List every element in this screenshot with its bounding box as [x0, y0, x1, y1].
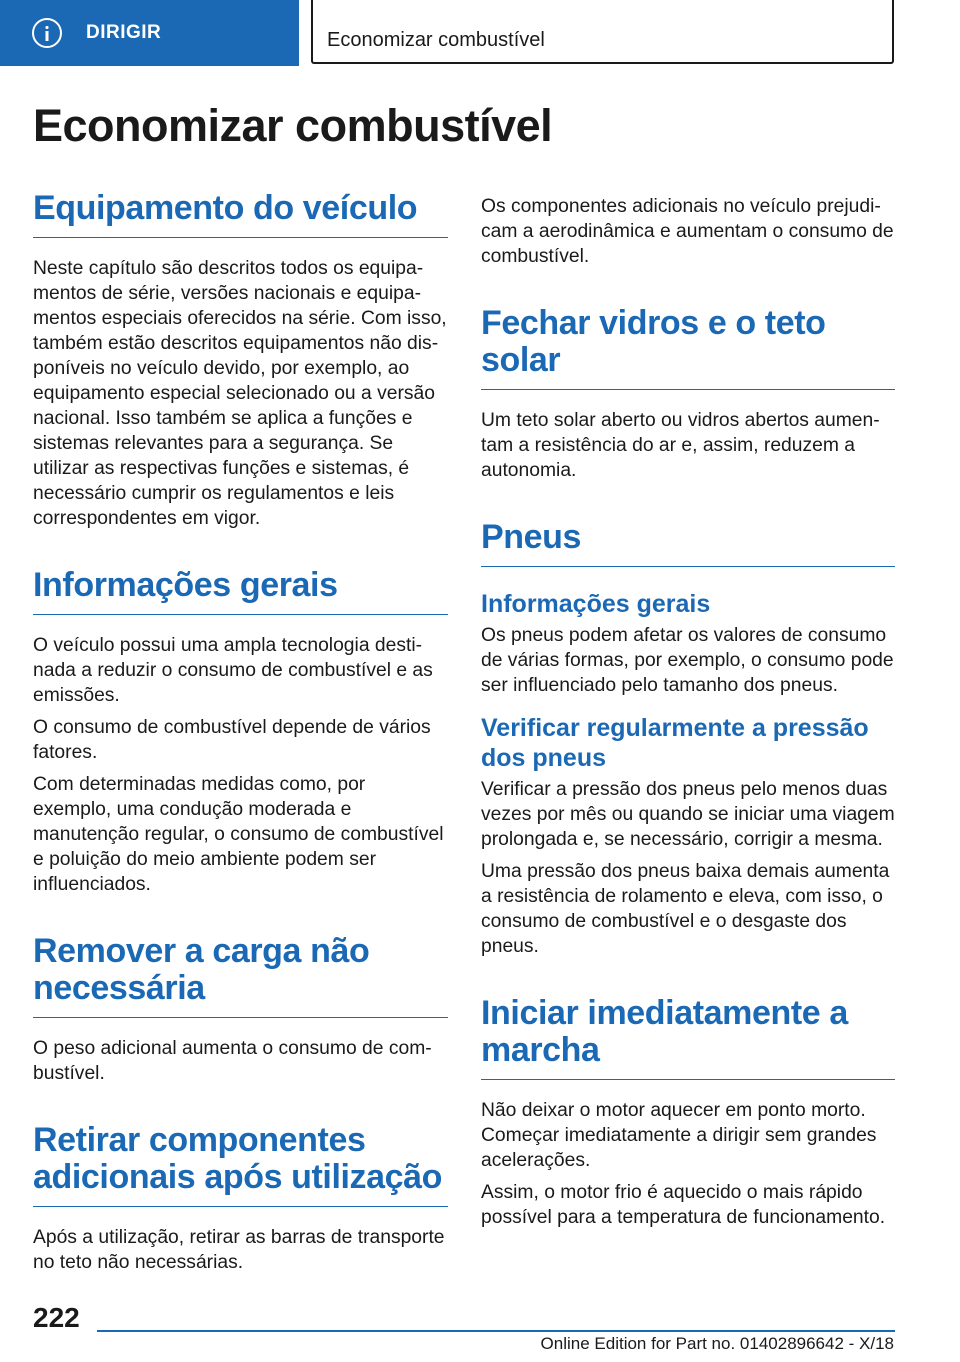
paragraph: Os componentes adicionais no veículo prejudicam a aerodinâmica e aumentam o consumo de combustível.: [481, 196, 894, 267]
paragraph: Verificar a pressão dos pneus pelo menos duas vezes por mês ou quando se iniciar uma viagem prolongada e, se necessário, corrigir a mesma.: [481, 779, 895, 850]
subsection-heading: Informações gerais: [481, 590, 711, 618]
section-retirar-componentes: [33, 1122, 448, 1275]
footer-edition-text: Online Edition for Part no. 01402896642 - X/18: [540, 1334, 894, 1353]
chapter-title-box: [311, 0, 894, 64]
section-remover-carga: [33, 933, 448, 1086]
subsection-heading: Verificar regularmente a pressão dos pneus: [481, 714, 869, 772]
section-heading: Informações gerais: [33, 567, 448, 615]
paragraph: O peso adicional aumenta o consumo de combustível.: [33, 1038, 432, 1084]
paragraph: Os pneus podem afetar os valores de consumo de várias formas, por exemplo, o consumo pode ser influenciado pelo tamanho dos pneus.: [481, 625, 894, 696]
right-column: [481, 194, 895, 1230]
section-heading: Equipamento do veículo: [33, 190, 448, 238]
section-fechar-vidros: [481, 305, 895, 483]
paragraph: O veículo possui uma ampla tecnologia destinada a reduzir o consumo de combustível e as emissões.: [33, 635, 433, 706]
section-heading: Retirar componentes adicionais após utilização: [33, 1122, 448, 1207]
paragraph: Uma pressão dos pneus baixa demais aumenta a resistência de rolamento e eleva, com isso, o consumo de combustível e o desgaste dos pneus.: [481, 861, 890, 957]
section-iniciar-marcha: [481, 995, 895, 1230]
paragraph: Após a utilização, retirar as barras de transporte no teto não necessárias.: [33, 1227, 445, 1273]
paragraph: Assim, o motor frio é aquecido o mais rápido possível para a temperatura de funcionamento.: [481, 1182, 886, 1228]
footer-divider: [97, 1330, 895, 1332]
section-heading: Iniciar imediatamente a marcha: [481, 995, 895, 1080]
paragraph: O consumo de combustível depende de vários fatores.: [33, 717, 431, 763]
section-pneus: [481, 519, 895, 959]
paragraph: Neste capítulo são descritos todos os equipamentos de série, versões nacionais e equipamentos especiais oferecidos na série. Com isso, também estão descritos equipamentos não disponíveis no veículo devido, por exemplo, ao equipamento especial selecionado ou a versão nacional. Isso também se aplica a funções e sistemas relevantes para a segurança. Se utilizar as respectivas funções e sistemas, é necessário cumprir os regulamentos e leis correspondentes em vigor.: [33, 258, 447, 529]
info-icon: [32, 18, 62, 48]
section-informacoes-gerais: [33, 567, 448, 897]
page-title: Economizar combustível: [33, 100, 553, 151]
header-section-tab[interactable]: [0, 0, 299, 66]
section-equipamento: [33, 190, 448, 531]
section-label: DIRIGIR: [86, 22, 162, 43]
paragraph: Um teto solar aberto ou vidros abertos aumentam a resistência do ar e, assim, reduzem a autonomia.: [481, 410, 880, 481]
page-number: 222: [33, 1302, 80, 1333]
paragraph: Não deixar o motor aquecer em ponto morto. Começar imediatamente a dirigir sem grandes acelerações.: [481, 1100, 877, 1171]
chapter-title: Economizar combustível: [327, 29, 545, 51]
section-heading: Fechar vidros e o teto solar: [481, 305, 895, 390]
section-heading: Pneus: [481, 519, 895, 567]
left-column: [33, 190, 448, 1275]
section-heading: Remover a carga não necessária: [33, 933, 448, 1018]
paragraph: Com determinadas medidas como, por exemplo, uma condução moderada e manutenção regular, o consumo de combustível e poluição do meio ambiente podem ser influenciados.: [33, 774, 444, 895]
